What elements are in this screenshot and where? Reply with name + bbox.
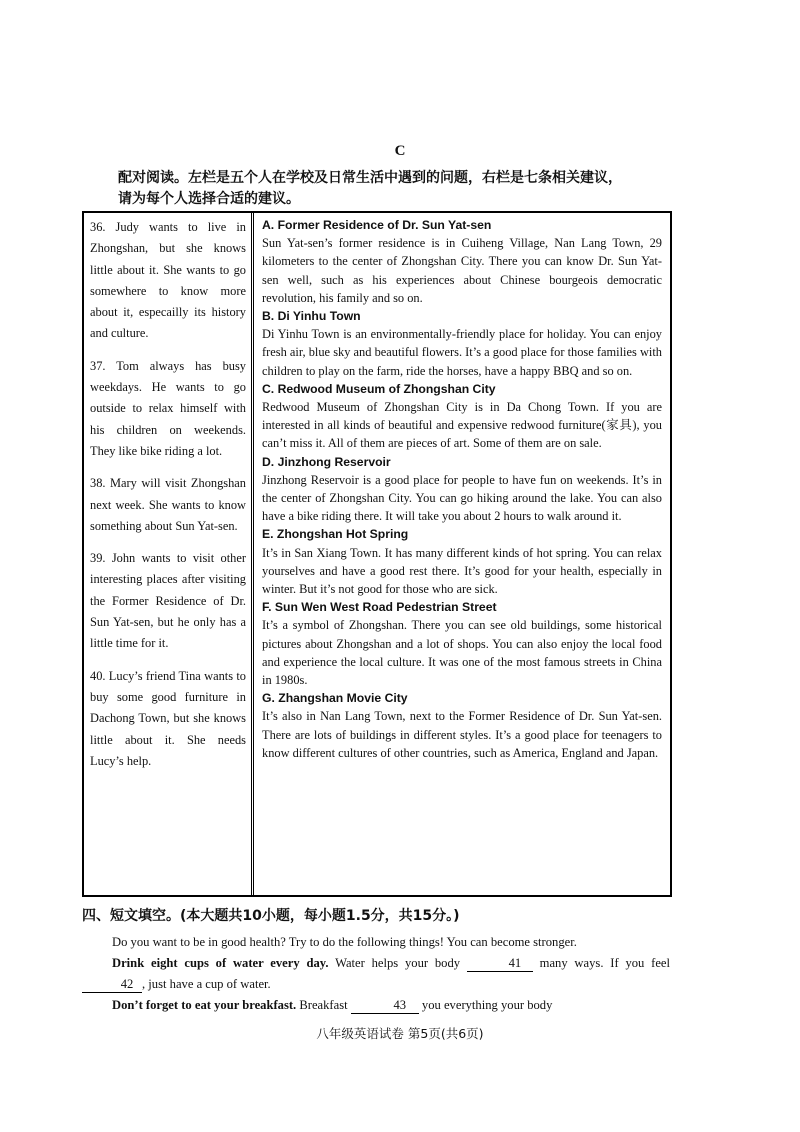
question-40: 40. Lucy’s friend Tina wants to buy some good furniture in Dachong Town, but she knows little about it. She needs Lucy’s help. bbox=[90, 668, 246, 768]
question-36: 36. Judy wants to live in Zhongshan, but she knows little about it. She wants to go somewhere to know more about it, especailly its history and culture. bbox=[90, 220, 246, 341]
blank-43: 43 bbox=[351, 998, 419, 1014]
question-37: 37. Tom always has busy weekdays. He wants to go outside to relax himself with his children on weekends. They like bike riding a lot. bbox=[90, 358, 246, 458]
cloze-text: many ways. If you feel bbox=[532, 956, 670, 970]
option-title: D. Jinzhong Reservoir bbox=[262, 454, 391, 469]
option-title: F. Sun Wen West Road Pedestrian Street bbox=[262, 600, 497, 615]
option-body: It’s in San Xiang Town. It has many different kinds of hot spring. You can relax yourselves and have a good rest there. It’s good for your health, especially in winter. But it’s not good for those who are sick. bbox=[262, 545, 662, 597]
option-body: Di Yinhu Town is an environmentally-friendly place for holiday. You can enjoy fresh air, blue sky and beautiful flowers. It’s a good place for those families with children to play on the farm, ride the horses, have a happy BBQ and so on. bbox=[262, 327, 662, 378]
cloze-passage bbox=[82, 932, 670, 1016]
matching-table bbox=[82, 211, 672, 897]
options-column bbox=[254, 213, 670, 895]
option-body: It’s a symbol of Zhongshan. There you can see old buildings, some historical pictures about Zhongshan and a lot of shops. You can also enjoy the local food and experience the local culture. It was one of the most famous streets in China in 1980s. bbox=[262, 618, 662, 688]
question-38: 38. Mary will visit Zhongshan next week. She wants to know something about Sun Yat-sen. bbox=[90, 476, 246, 533]
cloze-text: Water helps your body bbox=[328, 956, 467, 970]
option-title: G. Zhangshan Movie City bbox=[262, 691, 408, 706]
option-b bbox=[262, 307, 662, 380]
question-39: 39. John wants to visit other interesting places after visiting the Former Residence of Dr. Sun Yat-sen, but he only has a little time for it. bbox=[90, 551, 246, 651]
option-title: C. Redwood Museum of Zhongshan City bbox=[262, 381, 496, 396]
section-letter: C bbox=[394, 143, 406, 159]
option-body: Redwood Museum of Zhongshan City is in Da Chong Town. If you are interested in all kinds of beautiful and expensive redwood furniture(家具), you can’t miss it. All of them are pieces of art. Some of them are on sale. bbox=[262, 400, 662, 451]
option-c bbox=[262, 380, 662, 453]
option-title: B. Di Yinhu Town bbox=[262, 309, 361, 324]
option-body: It’s also in Nan Lang Town, next to the Former Residence of Dr. Sun Yat-sen. There are lots of buildings in different styles. It’s a good place for teenagers to know different cultures of other countries, such as America, England and Japan. bbox=[262, 709, 662, 760]
option-a bbox=[262, 216, 662, 307]
option-g bbox=[262, 689, 662, 762]
cloze-text: you everything your body bbox=[418, 998, 553, 1012]
cloze-intro: Do you want to be in good health? Try to do the following things! You can become stronger. bbox=[112, 935, 577, 949]
cloze-text: , just have a cup of water. bbox=[142, 977, 271, 991]
instructions-line-2: 请为每个人选择合适的建议。 bbox=[118, 191, 300, 207]
cloze-paragraph-1 bbox=[82, 953, 670, 995]
cloze-heading: Don’t forget to eat your breakfast. bbox=[112, 998, 297, 1012]
option-body: Sun Yat-sen’s former residence is in Cuiheng Village, Nan Lang Town, 29 kilometers to the center of Zhongshan City. There you can know Dr. Sun Yat-sen well, such as his experiences about Chinese bourgeois democratic revolution, his family and so on. bbox=[262, 236, 662, 305]
option-f bbox=[262, 598, 662, 689]
option-title: A. Former Residence of Dr. Sun Yat-sen bbox=[262, 218, 492, 232]
page-footer: 八年级英语试卷 第5页(共6页) bbox=[316, 1026, 484, 1041]
instructions-line-1: 配对阅读。左栏是五个人在学校及日常生活中遇到的问题，右栏是七条相关建议， bbox=[118, 170, 622, 186]
section-four-heading: 四、短文填空。(本大题共10小题，每小题1.5分，共15分。) bbox=[82, 908, 460, 924]
option-title: E. Zhongshan Hot Spring bbox=[262, 527, 409, 542]
blank-41: 41 bbox=[467, 956, 533, 972]
option-d bbox=[262, 453, 662, 526]
cloze-text: Breakfast bbox=[296, 998, 351, 1012]
instructions bbox=[118, 168, 678, 210]
option-e bbox=[262, 525, 662, 598]
cloze-paragraph-2 bbox=[82, 995, 670, 1016]
blank-42: 42 bbox=[82, 977, 142, 993]
cloze-heading: Drink eight cups of water every day. bbox=[112, 956, 329, 970]
people-column bbox=[84, 213, 254, 895]
option-body: Jinzhong Reservoir is a good place for people to have fun on weekends. It’s in the center of Zhongshan City. You can go hiking around the lake. You can also have a bike riding there. It will take you about 2 hours to walk around it. bbox=[262, 472, 662, 524]
